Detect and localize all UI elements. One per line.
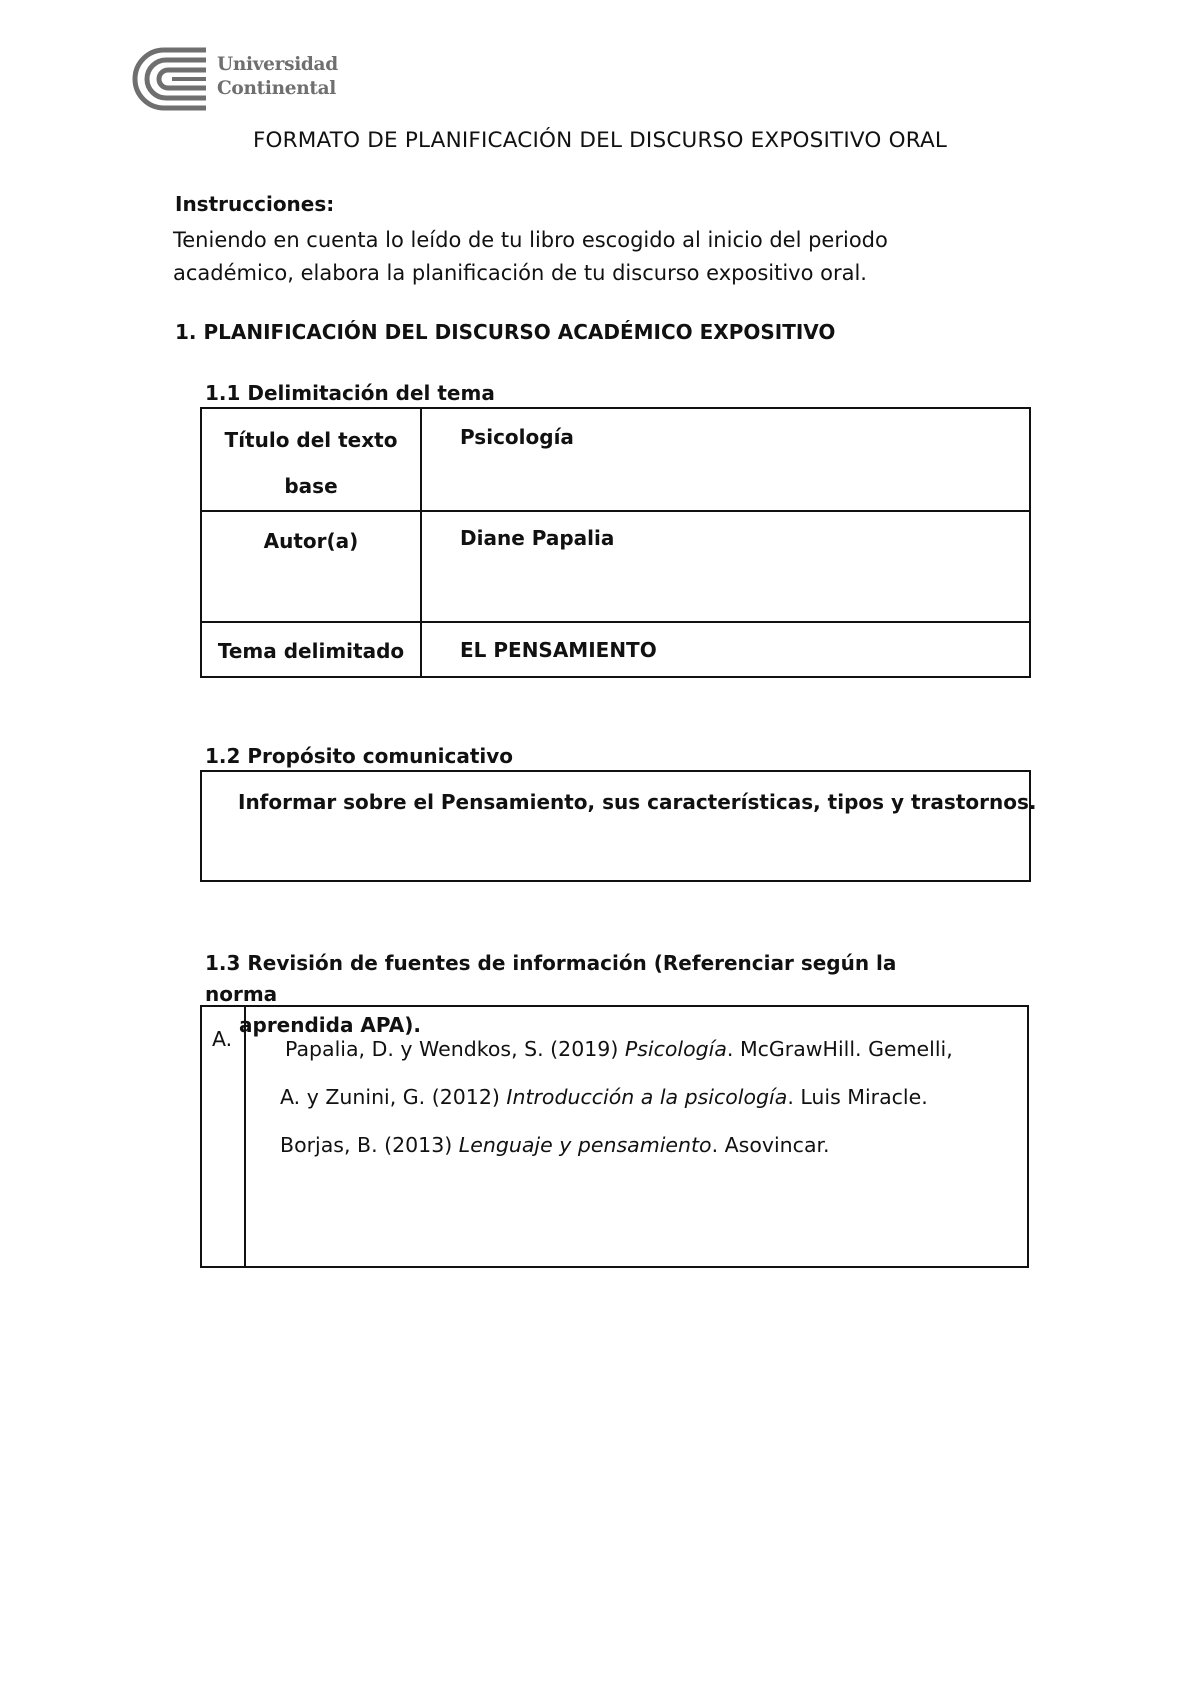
reference-line [280, 1073, 953, 1121]
instructions-text: Teniendo en cuenta lo leído de tu libro escogido al inicio del periodo académico, elabora la planificación de tu discurso expositivo oral. [173, 228, 888, 285]
reference-text: . McGrawHill. Gemelli, [726, 1037, 953, 1061]
delimitacion-table [200, 407, 1031, 678]
fuentes-table [200, 1005, 1029, 1268]
proposito-table [200, 770, 1037, 882]
fuentes-heading-line-2: aprendida APA). [239, 1013, 421, 1037]
reference-list [280, 1025, 953, 1169]
university-logo [128, 46, 348, 112]
reference-text: A. y Zunini, G. (2012) [280, 1085, 507, 1109]
row-value-titulo: Psicología [460, 425, 574, 449]
reference-marker: A. [212, 1027, 233, 1051]
section-1-heading: 1. PLANIFICACIÓN DEL DISCURSO ACADÉMICO EXPOSITIVO [175, 320, 836, 344]
row-label-autor: Autor(a) [263, 529, 359, 553]
reference-line [280, 1121, 953, 1169]
reference-text: . Luis Miracle. [787, 1085, 928, 1109]
university-logo-text [217, 53, 338, 101]
row-label-tema: Tema delimitado [217, 639, 405, 663]
fuentes-heading-line-1: 1.3 Revisión de fuentes de información (Referenciar según la norma [205, 951, 897, 1006]
proposito-heading: 1.2 Propósito comunicativo [205, 744, 514, 768]
reference-text: Papalia, D. y Wendkos, S. (2019) [285, 1037, 625, 1061]
reference-title: Lenguaje y pensamiento [458, 1133, 712, 1157]
reference-line [280, 1025, 953, 1073]
row-value-tema: EL PENSAMIENTO [460, 638, 657, 662]
logo-line-1: Universidad [217, 54, 338, 75]
document-title: FORMATO DE PLANIFICACIÓN DEL DISCURSO EXPOSITIVO ORAL [252, 128, 948, 153]
delimitacion-heading: 1.1 Delimitación del tema [205, 381, 495, 405]
reference-title: Introducción a la psicología [506, 1085, 788, 1109]
logo-line-2: Continental [217, 78, 337, 99]
row-value-autor: Diane Papalia [460, 526, 615, 550]
instructions-label: Instrucciones: [175, 192, 335, 216]
reference-text: Borjas, B. (2013) [280, 1133, 459, 1157]
reference-text: . Asovincar. [711, 1133, 830, 1157]
university-logo-icon [128, 46, 212, 112]
reference-title: Psicología [624, 1037, 727, 1061]
proposito-text: Informar sobre el Pensamiento, sus características, tipos y trastornos. [238, 790, 1037, 814]
row-label-titulo: Título del texto base [224, 428, 398, 498]
